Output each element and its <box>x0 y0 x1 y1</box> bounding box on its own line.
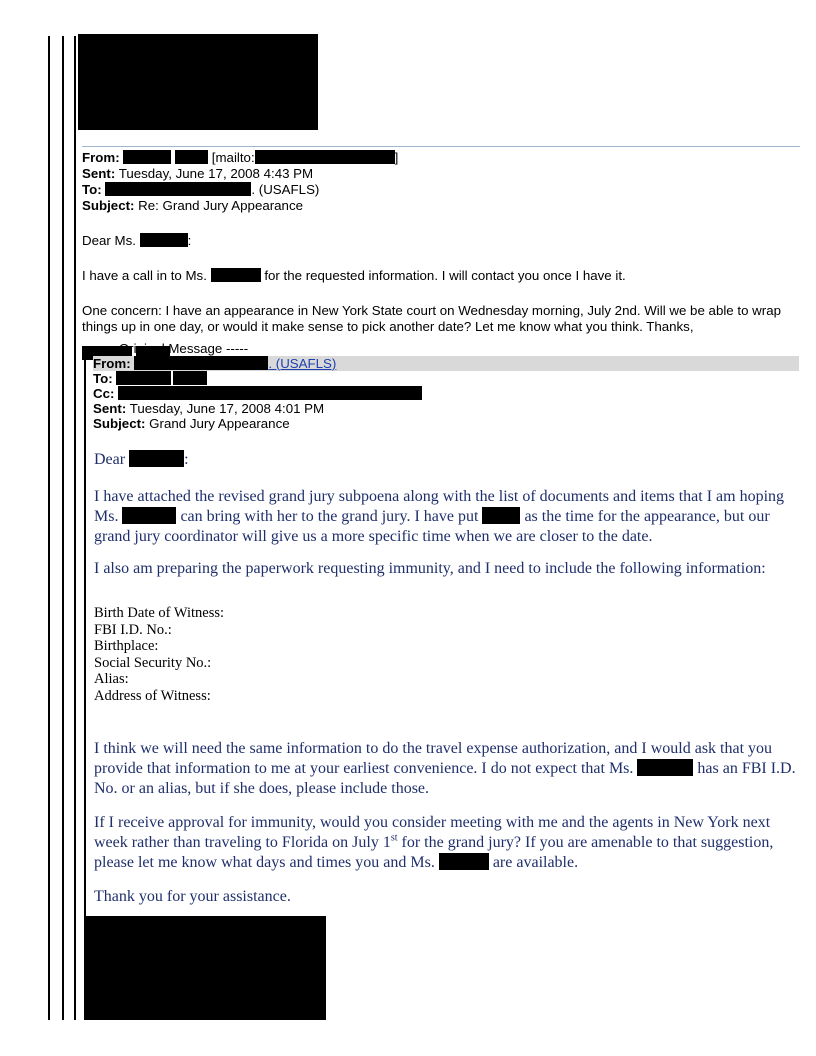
redaction <box>140 233 188 247</box>
reply-paragraph-2: One concern: I have an appearance in New York State court on Wednesday morning, July 2nd. Will we be able to wrap things up in one day, or would it make sense to pick another date? Let me know what you think. Thanks, <box>82 303 781 334</box>
redaction <box>134 356 268 370</box>
redaction <box>129 450 184 467</box>
original-to: To: <box>93 371 207 387</box>
quote-bar-middle <box>62 36 64 1020</box>
header-separator <box>82 146 800 147</box>
field-fbi-id: FBI I.D. No.: <box>94 621 172 638</box>
header-sent: Sent: Tuesday, June 17, 2008 4:43 PM <box>82 166 314 181</box>
quote-bar-outer <box>48 36 50 1020</box>
redaction <box>122 507 176 524</box>
header-to: To: . (USAFLS) <box>82 182 320 197</box>
original-divider: ----- Original Message ----- <box>93 341 249 356</box>
redaction <box>211 268 261 282</box>
mailto-label: [mailto: <box>211 150 255 165</box>
original-paragraph-1: I have attached the revised grand jury subpoena along with the list of documents and items that I am hoping Ms. can bring with her to the grand jury. I have put as the time for the appearance, but our grand jury coordinator will give us a more specific time when we are closer to the date. <box>94 488 785 545</box>
info-fields-list <box>94 605 224 704</box>
original-paragraph-5: Thank you for your assistance. <box>94 888 291 905</box>
redaction <box>175 150 208 164</box>
redaction-block-bottom <box>84 916 326 1020</box>
original-paragraph-3: I think we will need the same information to do the travel expense authorization, and I would ask that you provide that information to me at your earliest convenience. I do not expect that Ms. has an FBI I.D. No. or an alias, but if she does, please include those. <box>94 740 796 797</box>
field-birth-date: Birth Date of Witness: <box>94 605 225 621</box>
field-birthplace: Birthplace: <box>94 638 159 654</box>
from-label: From: <box>82 150 120 165</box>
original-subject: Subject: Grand Jury Appearance <box>93 416 290 431</box>
from-email-link[interactable]: . (USAFLS) <box>268 356 337 371</box>
field-ssn: Social Security No.: <box>94 654 212 671</box>
field-alias: Alias: <box>94 671 129 687</box>
reply-greeting: Dear Ms. : <box>82 233 192 248</box>
original-greeting: Dear : <box>94 451 189 468</box>
redaction <box>123 150 171 164</box>
header-from <box>82 150 398 166</box>
redaction <box>105 182 251 196</box>
original-paragraph-4: If I receive approval for immunity, would you consider meeting with me and the agents in New York next week rather than traveling to Florida on July 1st for the grand jury? If you are amenable to that suggestion, please let me know what days and times you and Ms. are available. <box>94 814 774 871</box>
redaction <box>482 507 520 524</box>
redaction <box>173 371 207 385</box>
original-paragraph-2: I also am preparing the paperwork requesting immunity, and I need to include the following information: <box>94 560 766 577</box>
redaction <box>637 759 693 776</box>
redaction-block-top <box>78 34 318 130</box>
redaction <box>255 150 395 164</box>
header-subject: Subject: Re: Grand Jury Appearance <box>82 198 303 213</box>
original-from: From: . (USAFLS) <box>93 356 337 371</box>
quote-bar-inner <box>74 36 76 1020</box>
mailto-close: ] <box>394 150 399 165</box>
redaction <box>439 853 489 870</box>
original-cc: Cc: <box>93 386 422 402</box>
reply-paragraph-1: I have a call in to Ms. for the requested information. I will contact you once I have it. <box>82 268 626 283</box>
redaction <box>116 371 171 385</box>
redaction <box>118 386 422 400</box>
original-sent: Sent: Tuesday, June 17, 2008 4:01 PM <box>93 401 325 416</box>
field-address: Address of Witness: <box>94 687 211 704</box>
